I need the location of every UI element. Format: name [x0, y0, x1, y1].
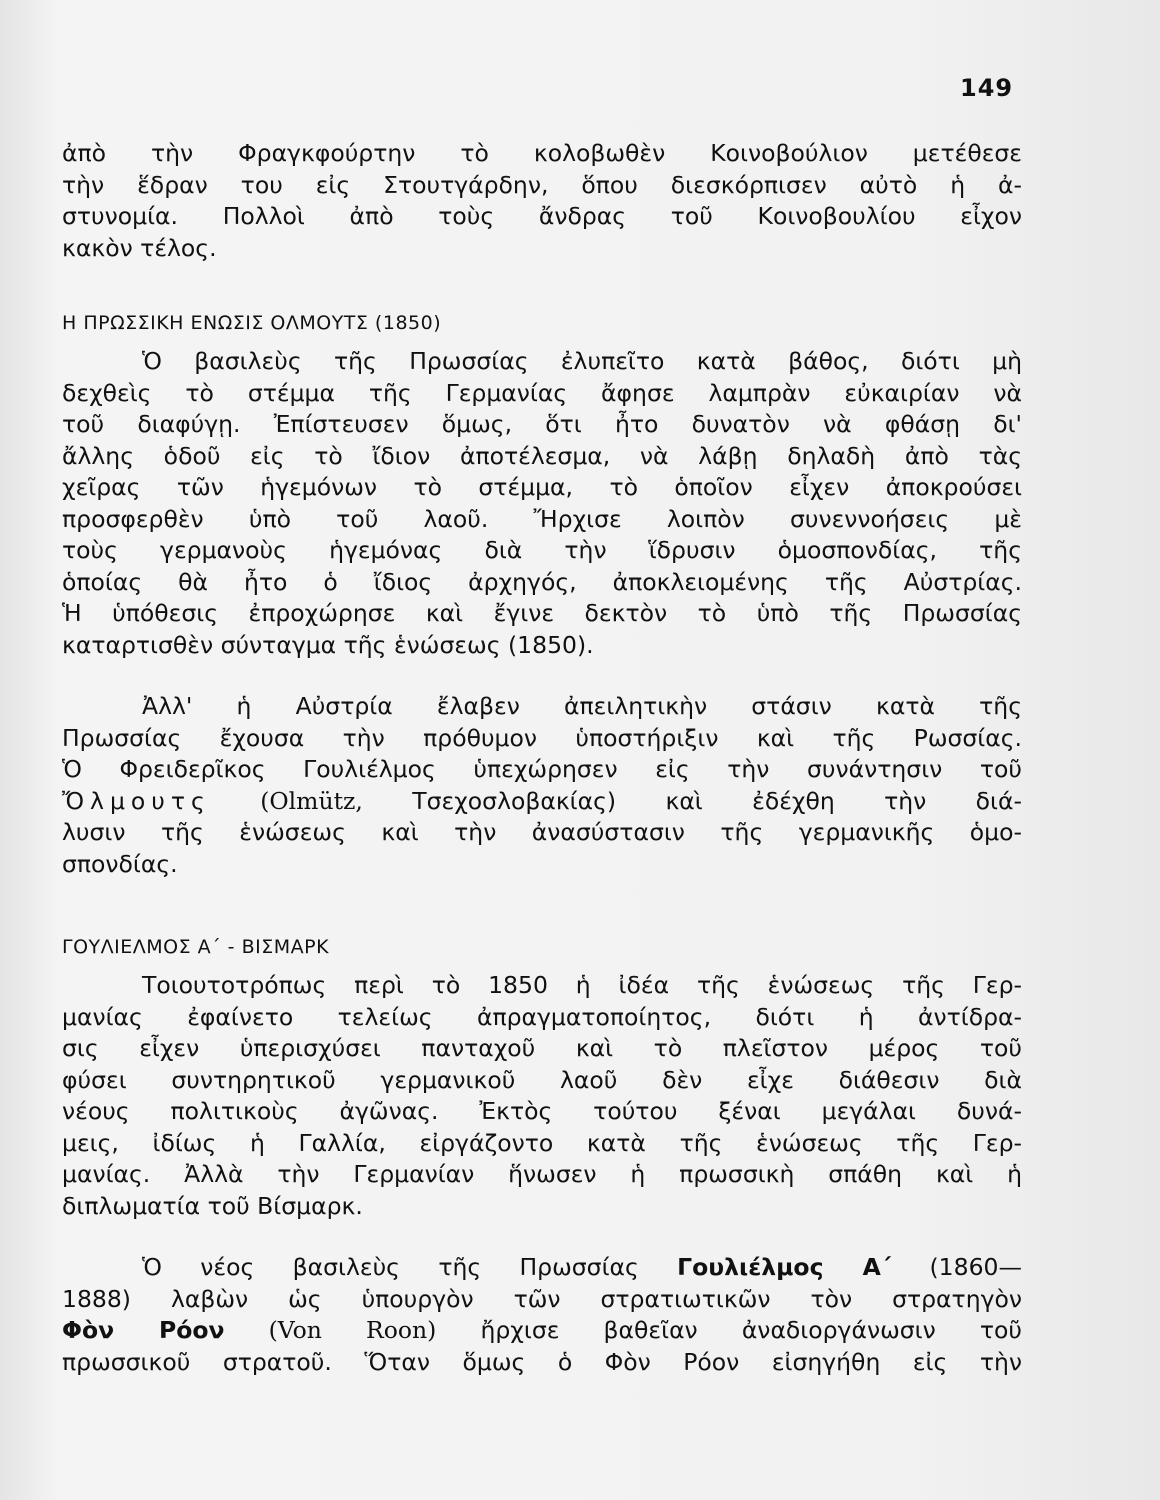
text-line: στυνομία. Πολλοὶ ἀπὸ τοὺς ἄνδρας τοῦ Κοινοβουλίου εἶχον [62, 202, 1022, 230]
paragraph-austria [62, 691, 1022, 880]
text-line: 1888) λαβὼν ὡς ὑπουργὸν τῶν στρατιωτικῶν τὸν στρατηγὸν [62, 1284, 1022, 1313]
text-line: σις εἶχεν ὑπερισχύσει πανταχοῦ καὶ τὸ πλεῖστον μέρος τοῦ [62, 1034, 1022, 1062]
page-number: 149 [960, 74, 1014, 102]
paragraph-unification-1850 [62, 970, 1022, 1222]
text-line: μανίας ἐφαίνετο τελείως ἀπραγματοποίητος, διότι ἡ ἀντίδρα- [62, 1002, 1022, 1031]
text-fragment: Ὁ νέος βασιλεὺς τῆς Πρωσσίας [142, 1253, 639, 1281]
text-line: καταρτισθὲν σύνταγμα τῆς ἑνώσεως (1850). [62, 630, 594, 659]
text-line [62, 1252, 1022, 1284]
bold-name-von-roon: Φὸν Ρόον [62, 1316, 225, 1344]
text-line: διπλωματία τοῦ Βίσμαρκ. [62, 1191, 363, 1220]
text-line: ἀπὸ τὴν Φραγκφούρτην τὸ κολοβωθὲν Κοινοβούλιον μετέθεσε [62, 139, 1022, 167]
paragraph-opening [62, 138, 1022, 264]
paragraph-new-king [62, 1252, 1022, 1378]
text-fragment: (1860— [929, 1253, 1022, 1281]
latin-name: (Von Roon) [268, 1316, 437, 1344]
bold-name-wilhelm: Γουλιέλμος Α΄ [677, 1253, 892, 1281]
text-line: Ἀλλ' ἡ Αὐστρία ἔλαβεν ἀπειλητικὴν στάσιν κατὰ τῆς [142, 692, 1022, 720]
section-heading-prussian-union: Η ΠΡΩΣΣΙΚΗ ΕΝΩΣΙΣ ΟΛΜΟΥΤΣ (1850) [62, 312, 442, 334]
text-line: χεῖρας τῶν ἡγεμόνων τὸ στέμμα, τὸ ὁποῖον εἶχεν ἀποκρούσει [62, 473, 1022, 501]
text-line: προσφερθὲν ὑπὸ τοῦ λαοῦ. Ἤρχισε λοιπὸν συνεννοήσεις μὲ [62, 504, 1022, 533]
text-line: μανίας. Ἀλλὰ τὴν Γερμανίαν ἥνωσεν ἡ πρωσσικὴ σπάθη καὶ ἡ [62, 1160, 1022, 1188]
text-line: τὴν ἕδραν του εἰς Στουτγάρδην, ὅπου διεσκόρπισεν αὐτὸ ἡ ἀ- [62, 170, 1022, 199]
text-line: δεχθεὶς τὸ στέμμα τῆς Γερμανίας ἄφησε λαμπρὰν εὐκαιρίαν νὰ [62, 378, 1022, 407]
text-line: κακὸν τέλος. [62, 233, 217, 262]
text-line: τοῦ διαφύγῃ. Ἐπίστευσεν ὅμως, ὅτι ἦτο δυνατὸν νὰ φθάσῃ δι' [62, 410, 1022, 438]
olmutz-spaced: Ὄλμουτς [62, 786, 211, 815]
text-line: ἄλλης ὁδοῦ εἰς τὸ ἴδιον ἀποτέλεσμα, νὰ λάβῃ δηλαδὴ ἀπὸ τὰς [62, 441, 1022, 470]
text-line: Τοιουτοτρόπως περὶ τὸ 1850 ἡ ἰδέα τῆς ἑνώσεως τῆς Γερ- [142, 971, 1022, 999]
text-line [62, 1315, 1022, 1347]
text-line: λυσιν τῆς ἑνώσεως καὶ τὴν ἀνασύστασιν τῆς γερμανικῆς ὁμο- [62, 818, 1022, 846]
text-line: ὁποίας θὰ ἦτο ὁ ἴδιος ἀρχηγός, ἀποκλειομένης τῆς Αὐστρίας. [62, 567, 1022, 596]
latin-name: (Olmütz, [260, 786, 363, 815]
paragraph-prussian-king [62, 346, 1022, 661]
text-line: Ἡ ὑπόθεσις ἐπροχώρησε καὶ ἔγινε δεκτὸν τὸ ὑπὸ τῆς Πρωσσίας [62, 599, 1022, 627]
text-line: Ὁ Φρειδερῖκος Γουλιέλμος ὑπεχώρησεν εἰς τὴν συνάντησιν τοῦ [62, 755, 1022, 783]
text-line: νέους πολιτικοὺς ἀγῶνας. Ἐκτὸς τούτου ξέναι μεγάλαι δυνά- [62, 1097, 1022, 1125]
text-line: μεις, ἰδίως ἡ Γαλλία, εἰργάζοντο κατὰ τῆς ἑνώσεως τῆς Γερ- [62, 1128, 1022, 1157]
text-line: Ὁ βασιλεὺς τῆς Πρωσσίας ἐλυπεῖτο κατὰ βάθος, διότι μὴ [142, 347, 1022, 375]
text-fragment: ἤρχισε βαθεῖαν ἀναδιοργάνωσιν τοῦ [480, 1316, 1022, 1344]
text-line: Πρωσσίας ἔχουσα τὴν πρόθυμον ὑποστήριξιν καὶ τῆς Ρωσσίας. [62, 723, 1022, 752]
text-line [62, 786, 1022, 818]
section-heading-wilhelm-bismarck: ΓΟΥΛΙΕΛΜΟΣ Α΄ - ΒΙΣΜΑΡΚ [62, 936, 330, 958]
text-line: φύσει συντηρητικοῦ γερμανικοῦ λαοῦ δὲν εἶχε διάθεσιν διὰ [62, 1065, 1022, 1094]
text-line: τοὺς γερμανοὺς ἡγεμόνας διὰ τὴν ἵδρυσιν ὁμοσπονδίας, τῆς [62, 536, 1022, 564]
text-fragment: Τσεχοσλοβακίας) καὶ ἐδέχθη τὴν διά- [412, 786, 1022, 815]
text-line: σπονδίας. [62, 849, 178, 878]
text-line: πρωσσικοῦ στρατοῦ. Ὅταν ὅμως ὁ Φὸν Ρόον εἰσηγήθη εἰς τὴν [62, 1347, 1022, 1376]
